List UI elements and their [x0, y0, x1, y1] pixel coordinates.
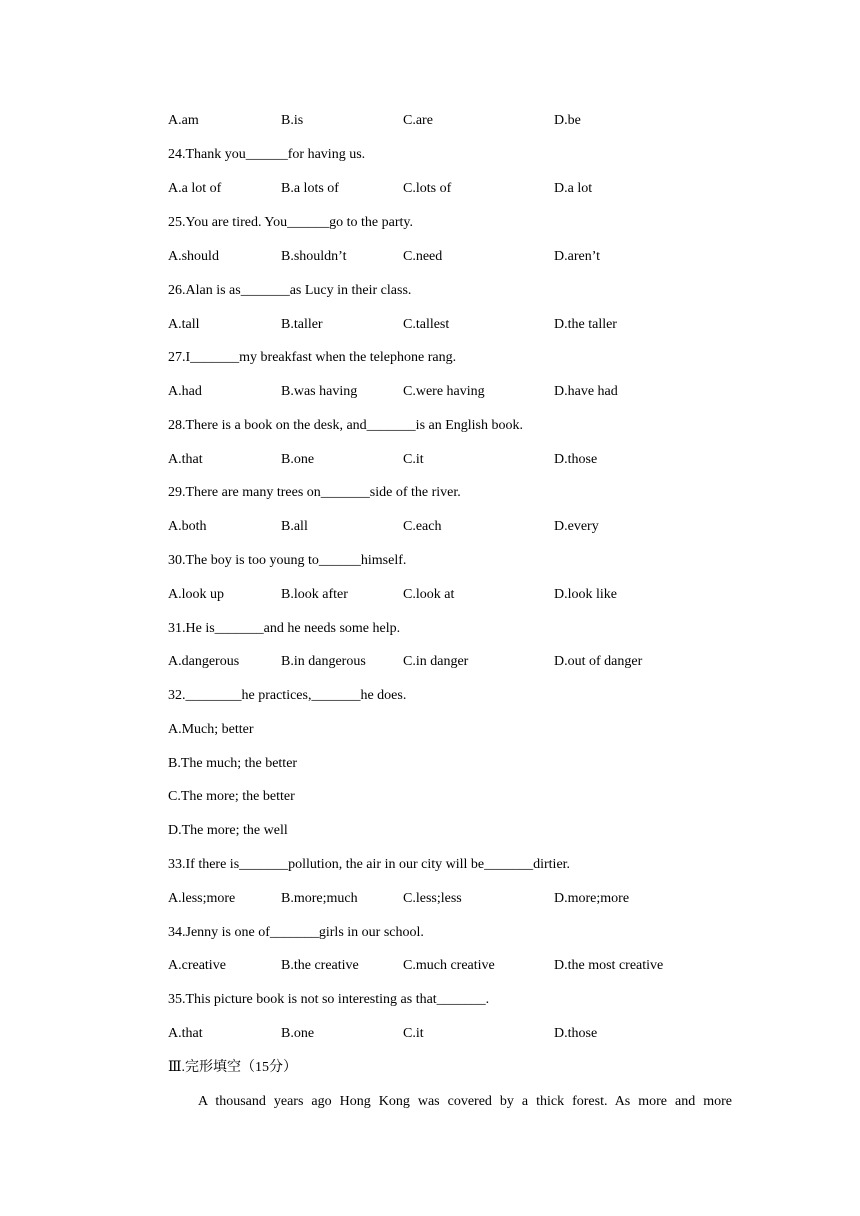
- question-29-stem: 29.There are many trees on_______side of the river.: [168, 485, 461, 500]
- question-33-stem: 33.If there is_______pollution, the air in our city will be_______dirtier.: [168, 857, 571, 872]
- options-row: [0, 112, 860, 130]
- option-c: C.are: [403, 113, 433, 128]
- option-b: B.a lots of: [281, 181, 339, 196]
- option-d: D.the most creative: [554, 958, 664, 973]
- question-28-options: [0, 451, 860, 469]
- option-b: B.more;much: [281, 891, 358, 906]
- option-b: B.The much; the better: [168, 756, 298, 771]
- question-35-options: [0, 1025, 860, 1043]
- option-c: C.lots of: [403, 181, 452, 196]
- question-28-stem: 28.There is a book on the desk, and_______is an English book.: [168, 418, 524, 433]
- question-26-options: [0, 316, 860, 334]
- question-30-stem: 30.The boy is too young to______himself.: [168, 553, 407, 568]
- option-b: B.taller: [281, 317, 323, 332]
- question-24-stem: 24.Thank you______for having us.: [168, 147, 366, 162]
- option-a: A.Much; better: [168, 722, 254, 737]
- option-c: C.each: [403, 519, 442, 534]
- option-d: D.The more; the well: [168, 823, 288, 838]
- option-b: B.one: [281, 1026, 315, 1041]
- option-b: B.shouldn’t: [281, 249, 347, 264]
- question-26-stem: 26.Alan is as_______as Lucy in their class.: [168, 283, 412, 298]
- option-a: A.both: [168, 519, 207, 534]
- question-27-options: [0, 383, 860, 401]
- option-a: A.less;more: [168, 891, 236, 906]
- option-c: C.tallest: [403, 317, 450, 332]
- option-b: B.all: [281, 519, 308, 534]
- option-a: A.look up: [168, 587, 224, 602]
- option-c: C.look at: [403, 587, 455, 602]
- option-a: A.am: [168, 113, 199, 128]
- option-c: C.need: [403, 249, 443, 264]
- question-30-options: [0, 586, 860, 604]
- option-d: D.those: [554, 452, 598, 467]
- option-d: D.be: [554, 113, 581, 128]
- option-b: B.the creative: [281, 958, 359, 973]
- question-24-options: [0, 180, 860, 198]
- question-32-stem: 32.________he practices,_______he does.: [168, 688, 407, 703]
- question-27-stem: 27.I_______my breakfast when the telephone rang.: [168, 350, 457, 365]
- option-c: C.it: [403, 452, 424, 467]
- option-a: A.that: [168, 452, 203, 467]
- option-a: A.dangerous: [168, 654, 240, 669]
- question-31-stem: 31.He is_______and he needs some help.: [168, 621, 401, 636]
- option-d: D.have had: [554, 384, 618, 399]
- question-33-options: [0, 890, 860, 908]
- option-b: B.was having: [281, 384, 358, 399]
- option-d: D.those: [554, 1026, 598, 1041]
- option-d: D.look like: [554, 587, 617, 602]
- option-a: A.a lot of: [168, 181, 222, 196]
- option-d: D.the taller: [554, 317, 617, 332]
- option-a: A.had: [168, 384, 202, 399]
- option-a: A.creative: [168, 958, 226, 973]
- option-c: C.less;less: [403, 891, 462, 906]
- option-d: D.out of danger: [554, 654, 643, 669]
- option-d: D.more;more: [554, 891, 630, 906]
- option-a: A.tall: [168, 317, 200, 332]
- option-c: C.were having: [403, 384, 485, 399]
- option-b: B.in dangerous: [281, 654, 366, 669]
- option-b: B.is: [281, 113, 304, 128]
- option-b: B.look after: [281, 587, 348, 602]
- option-d: D.aren’t: [554, 249, 600, 264]
- question-25-options: [0, 248, 860, 266]
- question-35-stem: 35.This picture book is not so interesting as that_______.: [168, 992, 490, 1007]
- question-34-options: [0, 957, 860, 975]
- option-c: C.much creative: [403, 958, 495, 973]
- question-34-stem: 34.Jenny is one of_______girls in our school.: [168, 925, 424, 940]
- option-c: C.The more; the better: [168, 789, 295, 804]
- option-a: A.should: [168, 249, 219, 264]
- option-c: C.it: [403, 1026, 424, 1041]
- question-31-options: [0, 653, 860, 671]
- option-c: C.in danger: [403, 654, 469, 669]
- option-b: B.one: [281, 452, 315, 467]
- question-25-stem: 25.You are tired. You______go to the party.: [168, 215, 413, 230]
- option-a: A.that: [168, 1026, 203, 1041]
- question-29-options: [0, 518, 860, 536]
- section-title: Ⅲ.完形填空（15分）: [168, 1060, 298, 1075]
- option-d: D.a lot: [554, 181, 593, 196]
- passage-line: A thousand years ago Hong Kong was covered by a thick forest. As more and more: [198, 1094, 732, 1109]
- option-d: D.every: [554, 519, 599, 534]
